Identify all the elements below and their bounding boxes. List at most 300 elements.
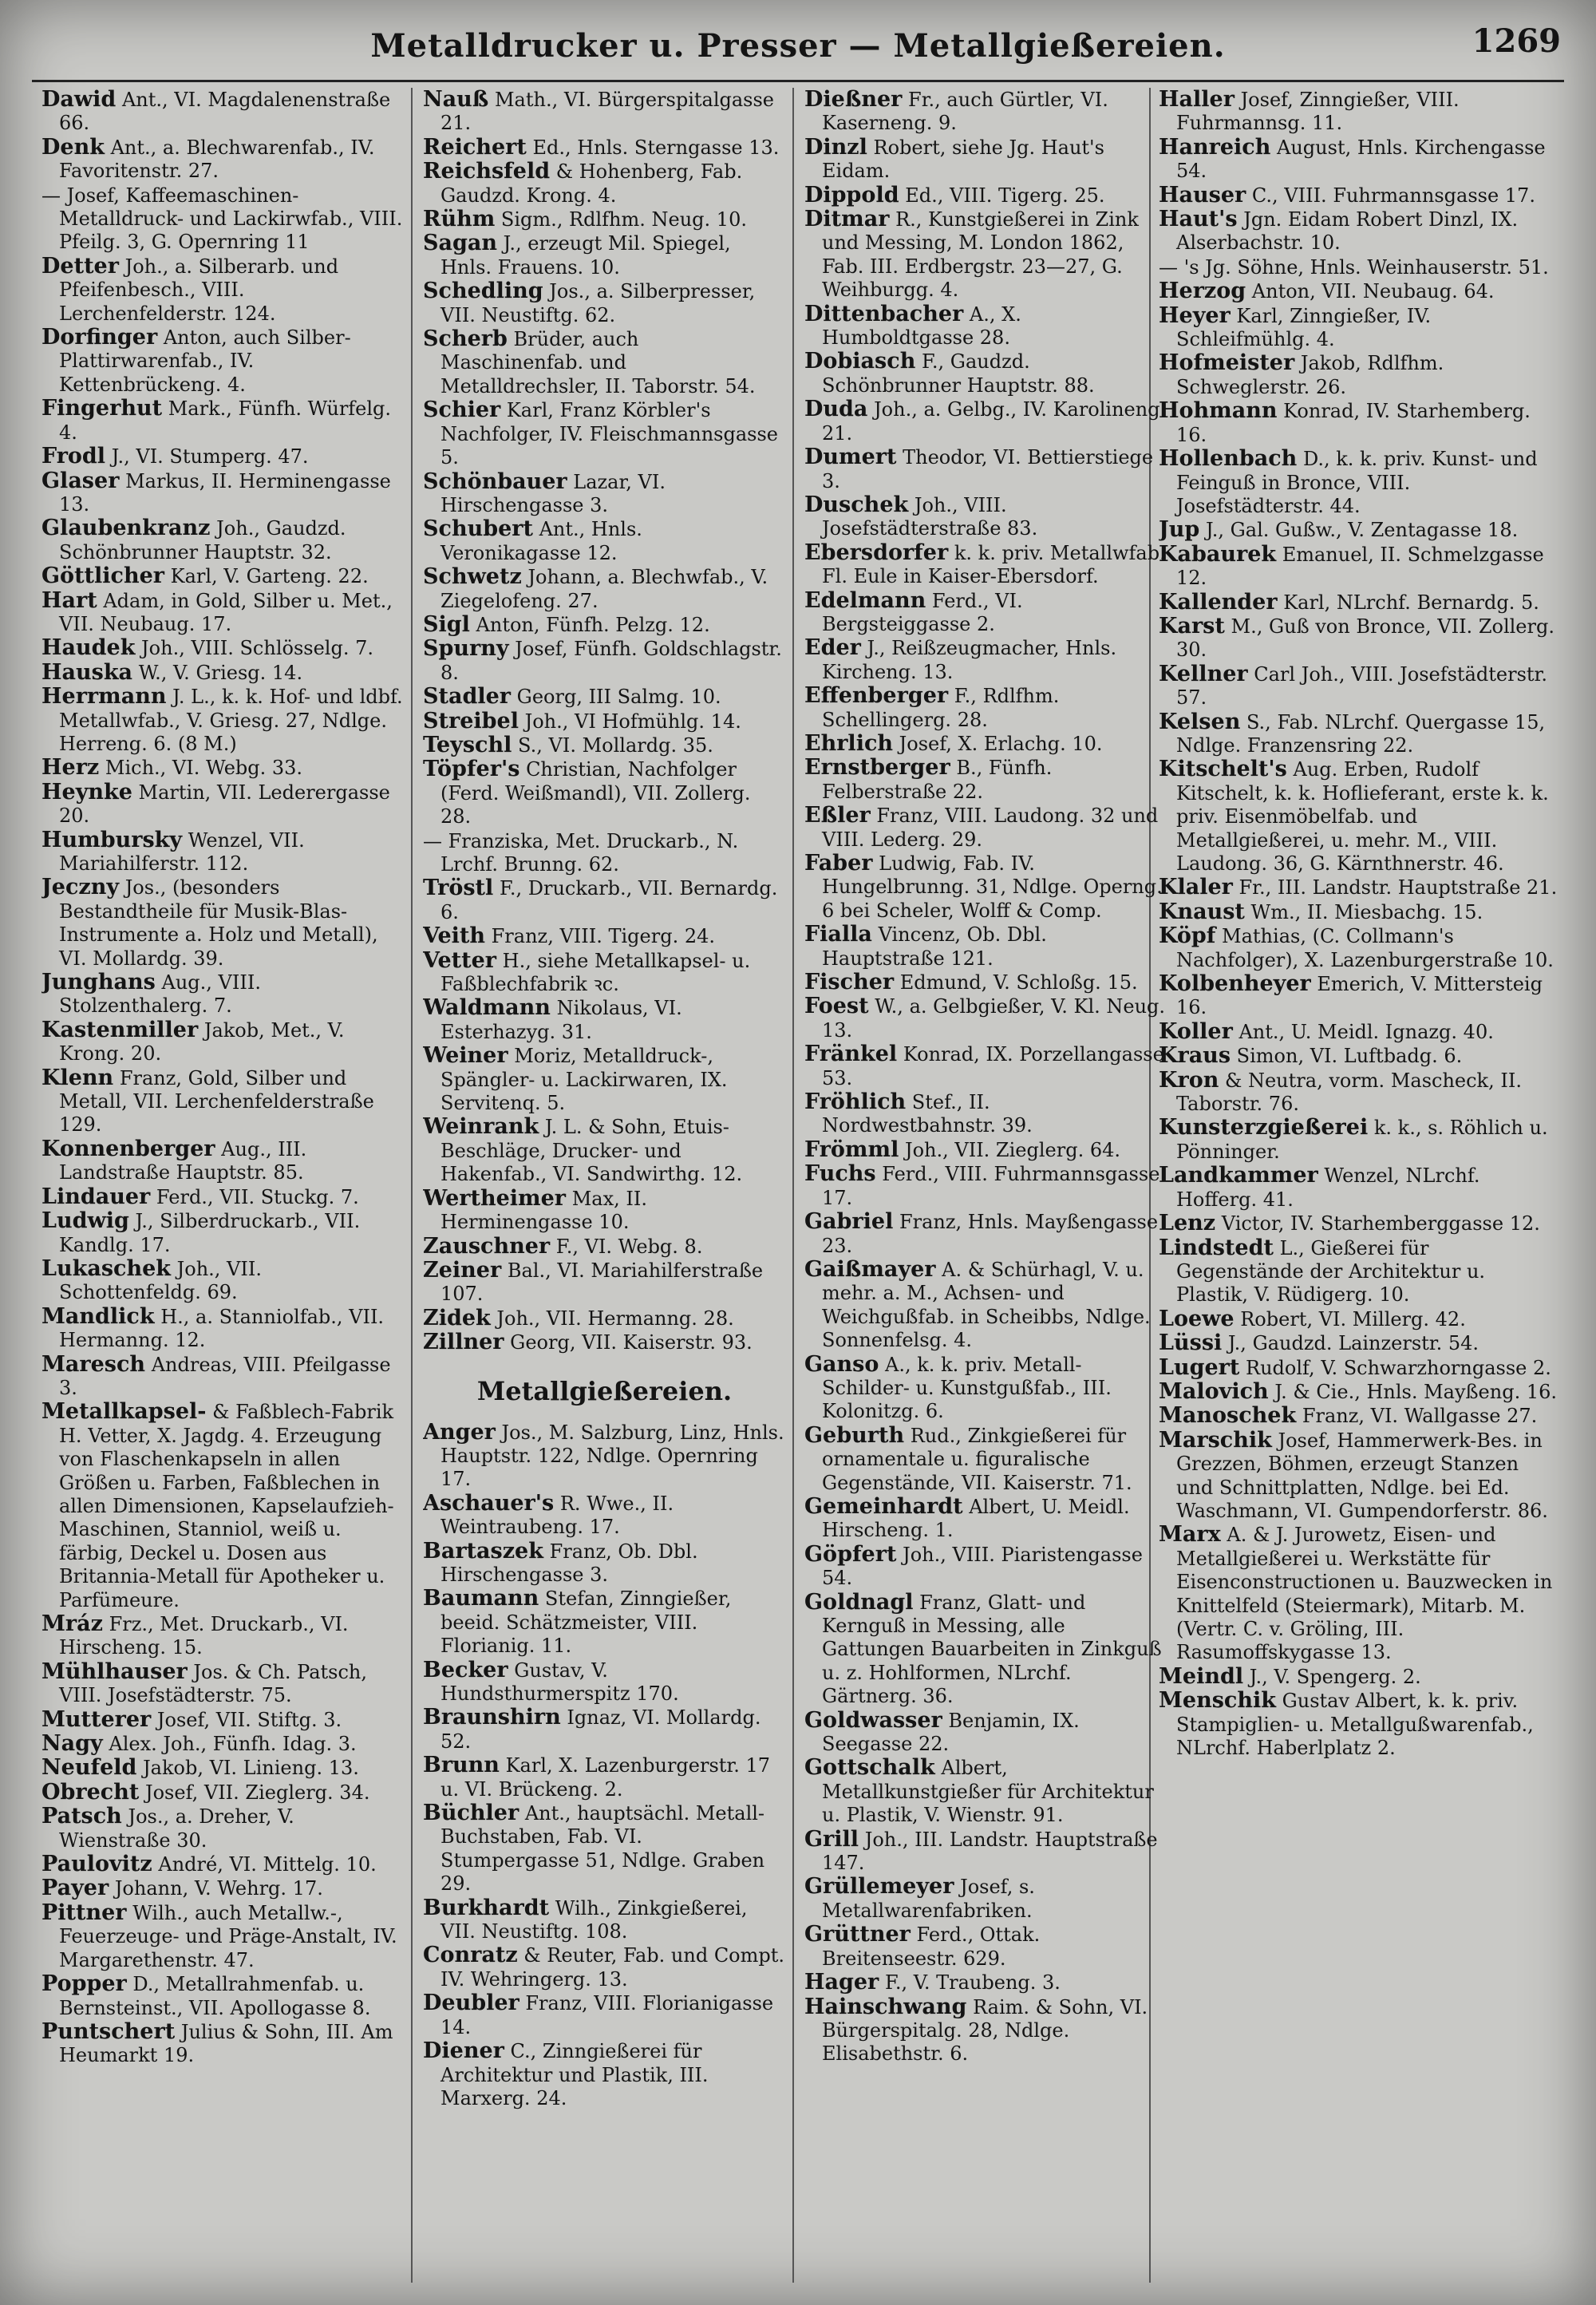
- entry-name: Reichsfeld: [423, 159, 551, 184]
- directory-entry: [41, 589, 405, 637]
- entry-details: Nikolaus, VI. Esterhazyg. 31.: [440, 997, 682, 1043]
- directory-entry: [804, 804, 1167, 852]
- directory-entry: [1159, 876, 1558, 899]
- entry-details: Robert, VI. Millerg. 42.: [1240, 1307, 1466, 1330]
- entry-name: Fränkel: [804, 1042, 898, 1067]
- entry-details: Victor, IV. Starhemberggasse 12.: [1221, 1212, 1540, 1236]
- directory-entry: [804, 1138, 1167, 1162]
- directory-entry: [804, 684, 1167, 732]
- entry-details: Josef, Zinngießer, VIII. Fuhrmannsg. 11.: [1176, 89, 1460, 135]
- directory-entry: [804, 302, 1167, 350]
- entry-details: H., a. Stanniolfab., VII. Hermanng. 12.: [59, 1305, 385, 1352]
- entry-details: Karl, Zinngießer, IV. Schleifmühlg. 4.: [1176, 304, 1432, 351]
- entry-details: L., Gießerei für Gegenstände der Architektur u. Plastik, V. Rüdigerg. 10.: [1176, 1236, 1486, 1307]
- directory-entry: [423, 1187, 786, 1235]
- directory-entry: [41, 756, 405, 780]
- entry-name: Hanreich: [1159, 134, 1271, 160]
- entry-name: Sagan: [423, 231, 497, 256]
- entry-details: Jakob, VI. Linieng. 13.: [143, 1757, 359, 1780]
- directory-entry: [41, 1901, 405, 1972]
- entry-details: Mark., Fünfh. Würfelg. 4.: [59, 397, 392, 444]
- directory-entry: [423, 1659, 786, 1706]
- entry-name: Streibel: [423, 708, 519, 733]
- entry-name: Herrmann: [41, 684, 167, 710]
- entry-details: Gustav Albert, k. k. priv. Stampiglien- u. Metallgußwarenfab., NLrchf. Haberlplatz 2.: [1176, 1690, 1534, 1760]
- directory-entry: [423, 160, 786, 208]
- entry-details: Joh., III. Landstr. Hauptstraße 147.: [822, 1828, 1158, 1875]
- entry-name: Maresch: [41, 1351, 146, 1377]
- entry-details: Franz, Gold, Silber und Metall, VII. Lerchenfelderstraße 129.: [59, 1066, 374, 1137]
- entry-name: Weinrank: [423, 1114, 539, 1140]
- directory-entry: [423, 1235, 786, 1259]
- directory-entry: [41, 1876, 405, 1900]
- directory-entry: [423, 949, 786, 997]
- entry-name: Zeiner: [423, 1257, 502, 1283]
- directory-entry: [1159, 1236, 1558, 1307]
- entry-details: Vincenz, Ob. Dbl. Hauptstraße 121.: [822, 923, 1047, 970]
- entry-details: Wenzel, VII. Mariahilferstr. 112.: [59, 828, 305, 875]
- entry-name: Dießner: [804, 88, 903, 112]
- entry-details: Ed., VIII. Tigerg. 25.: [905, 184, 1105, 207]
- entry-details: Aug., III. Landstraße Hauptstr. 85.: [59, 1137, 307, 1184]
- entry-details: Gustav, V. Hundsthurmerspitz 170.: [440, 1659, 679, 1705]
- directory-entry: [423, 565, 786, 613]
- entry-details: Aug., VIII. Stolzenthalerg. 7.: [59, 971, 261, 1018]
- entry-name: Teyschl: [423, 732, 512, 757]
- entry-details: Joh., VIII. Piaristengasse 54.: [822, 1543, 1143, 1590]
- entry-details: Joh., Gaudzd. Schönbrunner Hauptstr. 32.: [59, 517, 346, 563]
- directory-entry: [804, 756, 1167, 804]
- directory-entry: [41, 255, 405, 326]
- directory-entry: [423, 1943, 786, 1991]
- directory-entry: [41, 1660, 405, 1708]
- entry-details: Konrad, IV. Starhemberg. 16.: [1176, 400, 1531, 446]
- directory-entry: [1159, 710, 1558, 758]
- entry-details: D., Metallrahmenfab. u. Bernsteinst., VII. Apollogasse 8.: [59, 1973, 371, 2019]
- entry-name: Glaubenkranz: [41, 516, 211, 541]
- column-divider: [792, 88, 794, 2283]
- entry-name: Hauska: [41, 659, 133, 685]
- entry-name: Obrecht: [41, 1779, 140, 1805]
- entry-name: Kolbenheyer: [1159, 971, 1311, 997]
- directory-entry: [804, 1210, 1167, 1258]
- directory-entry: [804, 1828, 1167, 1876]
- directory-entry: [804, 1875, 1167, 1923]
- entry-details: Joh., VIII. Josefstädterstraße 83.: [822, 493, 1038, 540]
- directory-entry: [1159, 1356, 1558, 1380]
- directory-entry: [423, 1330, 786, 1354]
- entry-name: Jeczny: [41, 875, 120, 900]
- entry-name: Stadler: [423, 684, 512, 710]
- column-1: [41, 88, 405, 2291]
- directory-entry: [41, 1066, 405, 1137]
- entry-details: Rudolf, V. Schwarzhorngasse 2.: [1246, 1356, 1551, 1379]
- entry-name: Kabaurek: [1159, 541, 1277, 567]
- entry-details: Ferd., VIII. Fuhrmannsgasse 17.: [822, 1163, 1160, 1209]
- entry-name: Hauser: [1159, 182, 1246, 208]
- entry-name: Neufeld: [41, 1755, 137, 1781]
- directory-entry: [423, 470, 786, 518]
- entry-name: Mráz: [41, 1611, 103, 1636]
- entry-details: Franz, Hnls. Mayßengasse 23.: [822, 1211, 1159, 1257]
- entry-name: Mühlhauser: [41, 1659, 188, 1684]
- entry-details: Joh., VI Hofmühlg. 14.: [524, 710, 741, 733]
- entry-name: Puntschert: [41, 2018, 176, 2044]
- directory-entry: [804, 184, 1167, 208]
- entry-name: Nauß: [423, 88, 489, 112]
- directory-entry: [41, 516, 405, 564]
- entry-name: Goldnagl: [804, 1589, 914, 1615]
- entry-details: & Faßblech-Fabrik H. Vetter, X. Jagdg. 4. Erzeugung von Flaschenkapseln in allen Größen u. Farben, Faßblechen in allen Dimensionen, Kapselaufzieh-Maschinen, Stanniol, weiß u. färbig, Deckel u. Dosen aus Britannia-Metall für Apotheker u. Parfümeure.: [59, 1401, 394, 1611]
- directory-entry: [804, 541, 1167, 589]
- entry-name: Göpfert: [804, 1541, 897, 1567]
- directory-entry: [41, 1185, 405, 1209]
- entry-details: Christian, Nachfolger (Ferd. Weißmandl), VII. Zollerg. 28.: [440, 758, 751, 828]
- entry-name: Edelmann: [804, 587, 926, 613]
- entry-details: F., Druckarb., VII. Bernardg. 6.: [440, 877, 778, 923]
- directory-entry: [1159, 351, 1558, 399]
- entry-name: Klenn: [41, 1065, 114, 1090]
- entry-details: W., V. Griesg. 14.: [138, 661, 303, 684]
- entry-name: Kallender: [1159, 589, 1278, 615]
- entry-details: J., Silberdruckarb., VII. Kandlg. 17.: [59, 1210, 361, 1256]
- directory-entry: [423, 279, 786, 327]
- entry-details: Franz, Ob. Dbl. Hirschengasse 3.: [440, 1540, 698, 1586]
- directory-entry: [41, 1972, 405, 2020]
- entry-details: Frz., Met. Druckarb., VI. Hirscheng. 15.: [59, 1613, 349, 1659]
- entry-details: — 's Jg. Söhne, Hnls. Weinhauserstr. 51.: [1159, 255, 1549, 279]
- directory-entry: [423, 876, 786, 924]
- entry-name: Fischer: [804, 970, 895, 995]
- directory-entry: [423, 757, 786, 828]
- directory-entry: [423, 637, 786, 685]
- entry-name: Marx: [1159, 1522, 1221, 1548]
- directory-entry: [1159, 1044, 1558, 1068]
- entry-name: Reichert: [423, 134, 527, 160]
- entry-details: Carl Joh., VIII. Josefstädterstr. 57.: [1176, 662, 1547, 710]
- entry-name: Foest: [804, 994, 869, 1019]
- directory-entry: [804, 1995, 1167, 2066]
- directory-entry: [804, 1591, 1167, 1709]
- entry-details: Joh., VII. Zieglerg. 64.: [904, 1138, 1120, 1161]
- entry-details: Josef, VII. Zieglerg. 34.: [144, 1781, 370, 1804]
- entry-name: Dippold: [804, 182, 899, 208]
- entry-name: Lindauer: [41, 1184, 151, 1209]
- directory-entry: [1159, 615, 1558, 662]
- entry-details: Jos., a. Dreher, V. Wienstraße 30.: [59, 1805, 294, 1852]
- entry-name: Manoschek: [1159, 1403, 1297, 1429]
- entry-details: Georg, VII. Kaiserstr. 93.: [510, 1331, 753, 1354]
- entry-details: Martin, VII. Lederergasse 20.: [59, 781, 390, 828]
- entry-details: Fr., III. Landstr. Hauptstraße 21.: [1238, 876, 1558, 899]
- directory-entry: [804, 493, 1167, 541]
- entry-name: Nagy: [41, 1731, 103, 1757]
- directory-entry: [804, 1495, 1167, 1543]
- entry-name: Schubert: [423, 516, 533, 542]
- entry-details: Stef., II. Nordwestbahnstr. 39.: [822, 1091, 1033, 1137]
- entry-name: Töpfer's: [423, 757, 520, 782]
- entry-name: Schier: [423, 397, 501, 423]
- entry-name: Fuchs: [804, 1161, 876, 1187]
- entry-details: Josef, s. Metallwarenfabriken.: [822, 1876, 1035, 1922]
- entry-details: — Franziska, Met. Druckarb., N. Lrchf. Brunng. 62.: [423, 829, 739, 876]
- entry-details: Math., VI. Bürgerspitalgasse 21.: [440, 89, 775, 135]
- directory-entry: [423, 88, 786, 136]
- entry-details: Wilh., Zinkgießerei, VII. Neustiftg. 108.: [440, 1896, 748, 1943]
- directory-entry: [804, 1424, 1167, 1495]
- directory-entry: [1159, 900, 1558, 924]
- entry-name: Weiner: [423, 1043, 508, 1069]
- entry-details: Johann, V. Wehrg. 17.: [114, 1877, 323, 1900]
- entry-details: M., Guß von Bronce, VII. Zollerg. 30.: [1176, 615, 1555, 662]
- directory-entry: [804, 923, 1167, 971]
- entry-name: Kron: [1159, 1067, 1219, 1093]
- entry-name: Meindl: [1159, 1663, 1244, 1689]
- entry-name: Waldmann: [423, 995, 551, 1021]
- directory-entry: [804, 1353, 1167, 1424]
- directory-entry: [804, 589, 1167, 637]
- entry-name: Veith: [423, 923, 486, 949]
- entry-details: Joh., VIII. Schlösselg. 7.: [141, 637, 373, 660]
- entry-details: Bal., VI. Mariahilferstraße 107.: [440, 1259, 764, 1306]
- entry-details: Brüder, auch Maschinenfab. und Metalldrechsler, II. Taborstr. 54.: [440, 328, 756, 397]
- entry-name: Klaler: [1159, 875, 1233, 900]
- directory-entry: [423, 517, 786, 565]
- entry-name: Scherb: [423, 326, 508, 352]
- directory-entry: [41, 469, 405, 517]
- entry-name: Effenberger: [804, 683, 949, 709]
- entry-name: Herzog: [1159, 279, 1246, 304]
- directory-entry: [41, 1852, 405, 1876]
- entry-details: Theodor, VI. Bettierstiege 3.: [822, 446, 1154, 492]
- entry-name: Marschik: [1159, 1427, 1272, 1453]
- entry-details: Max, II. Herminengasse 10.: [440, 1187, 647, 1234]
- entry-details: Karl, V. Garteng. 22.: [170, 565, 369, 588]
- entry-name: Faber: [804, 851, 873, 876]
- directory-entry: [41, 661, 405, 685]
- directory-entry: [1159, 1116, 1558, 1164]
- entry-name: Goldwasser: [804, 1707, 942, 1733]
- directory-entry: [41, 1708, 405, 1732]
- directory-entry: [1159, 757, 1558, 876]
- column-2: [423, 88, 786, 2291]
- page-header: [32, 21, 1564, 77]
- entry-details: Benjamin, IX. Seegasse 22.: [822, 1709, 1080, 1756]
- entry-name: Tröstl: [423, 876, 494, 901]
- directory-entry: [1159, 1404, 1558, 1428]
- directory-entry: [423, 1991, 786, 2039]
- directory-entry: [804, 1971, 1167, 1995]
- entry-name: Hainschwang: [804, 1994, 967, 2019]
- directory-entry: [423, 1540, 786, 1587]
- entry-details: Andreas, VIII. Pfeilgasse 3.: [59, 1353, 391, 1399]
- entry-details: Josef, Fünfh. Goldschlagstr. 8.: [440, 638, 782, 684]
- entry-name: Dinzl: [804, 134, 867, 160]
- entry-name: Lugert: [1159, 1354, 1240, 1380]
- entry-details: Adam, in Gold, Silber u. Met., VII. Neubaug. 17.: [59, 589, 393, 635]
- entry-details: J. L., k. k. Hof- und ldbf. Metallwfab., V. Griesg. 27, Ndlge. Herreng. 6. (8 M.): [59, 686, 403, 755]
- directory-entry: [423, 710, 786, 733]
- directory-entry: [1159, 972, 1558, 1020]
- entry-name: Rühm: [423, 207, 496, 232]
- entry-name: Duda: [804, 397, 868, 422]
- directory-entry: [423, 829, 786, 877]
- directory-entry: [804, 971, 1167, 994]
- directory-entry: [41, 876, 405, 971]
- entry-name: Göttlicher: [41, 563, 164, 589]
- entry-details: Julius & Sohn, III. Am Heumarkt 19.: [59, 2020, 393, 2067]
- directory-entry: [1159, 136, 1558, 184]
- entry-details: Ant., hauptsächl. Metall-Buchstaben, Fab. VI. Stumpergasse 51, Ndlge. Graben 29.: [440, 1802, 765, 1896]
- entry-name: Braunshirn: [423, 1705, 561, 1730]
- entry-details: Ant., a. Blechwarenfab., IV. Favoritenstr. 27.: [59, 136, 375, 183]
- entry-details: J., Gaudzd. Lainzerstr. 54.: [1227, 1332, 1479, 1355]
- entry-details: Joh., a. Gelbg., IV. Karolineng. 21.: [822, 398, 1167, 445]
- entry-name: Lindstedt: [1159, 1235, 1274, 1260]
- directory-entry: [423, 327, 786, 398]
- entry-name: Zauschner: [423, 1233, 551, 1259]
- entry-name: Paulovitz: [41, 1852, 152, 1877]
- entry-name: Herz: [41, 755, 100, 781]
- entry-name: Mutterer: [41, 1706, 152, 1732]
- entry-details: Jos. & Ch. Patsch, VIII. Josefstädterstr. 75.: [59, 1660, 367, 1707]
- directory-entry: [423, 685, 786, 709]
- entry-name: Frodl: [41, 444, 106, 469]
- directory-entry: [423, 136, 786, 160]
- entry-details: R., Kunstgießerei in Zink und Messing, M. London 1862, Fab. III. Erdbergstr. 23—27, G. Weihburgg. 4.: [822, 208, 1139, 302]
- entry-details: Jakob, Rdlfhm. Schweglerstr. 26.: [1176, 352, 1444, 398]
- entry-details: D., k. k. priv. Kunst- und Feinguß in Bronce, VIII. Josefstädterstr. 44.: [1176, 448, 1538, 517]
- entry-details: k. k. priv. Metallwfab. Fl. Eule in Kaiser-Ebersdorf.: [822, 541, 1166, 588]
- entry-name: Grüllemeyer: [804, 1874, 954, 1900]
- entry-name: Wertheimer: [423, 1185, 567, 1211]
- entry-name: Kraus: [1159, 1043, 1231, 1069]
- directory-entry: [1159, 399, 1558, 447]
- directory-entry: [423, 996, 786, 1044]
- entry-name: Kastenmiller: [41, 1017, 199, 1042]
- entry-details: Konrad, IX. Porzellangasse 53.: [822, 1043, 1164, 1089]
- directory-entry: [1159, 662, 1558, 710]
- directory-entry: [1159, 1212, 1558, 1236]
- entry-name: Duschek: [804, 492, 909, 517]
- entry-details: J., Gal. Gußw., V. Zentagasse 18.: [1205, 519, 1519, 542]
- entry-details: A., X. Humboldtgasse 28.: [822, 302, 1021, 350]
- entry-name: Hohmann: [1159, 398, 1278, 424]
- entry-name: Humbursky: [41, 827, 183, 852]
- directory-entry: [41, 1353, 405, 1401]
- directory-entry: [41, 781, 405, 828]
- entry-name: Haller: [1159, 88, 1235, 112]
- entry-details: Stefan, Zinngießer, beeid. Schätzmeister, VIII. Florianig. 11.: [440, 1587, 732, 1658]
- entry-details: J. & Cie., Hnls. Mayßeng. 16.: [1274, 1380, 1558, 1403]
- entry-details: J., V. Spengerg. 2.: [1249, 1665, 1421, 1688]
- entry-name: Jup: [1159, 517, 1200, 543]
- directory-entry: [1159, 279, 1558, 303]
- entry-details: Josef, X. Erlachg. 10.: [899, 732, 1103, 755]
- entry-details: Ed., Hnls. Sterngasse 13.: [532, 136, 780, 159]
- directory-entry: [41, 1018, 405, 1066]
- entry-details: J., Reißzeugmacher, Hnls. Kircheng. 13.: [822, 637, 1117, 683]
- column-4: [1159, 88, 1558, 2291]
- entry-details: Karl, Franz Körbler's Nachfolger, IV. Fleischmannsgasse 5.: [440, 399, 778, 469]
- directory-entry: [41, 685, 405, 756]
- entry-details: Robert, siehe Jg. Haut's Eidam.: [822, 136, 1104, 183]
- directory-entry: [41, 636, 405, 660]
- entry-name: Hollenbach: [1159, 446, 1298, 472]
- entry-details: Jos., (besonders Bestandtheile für Musik-Blas-Instrumente a. Holz und Metall), VI. Mollardg. 39.: [59, 876, 378, 970]
- entry-details: & Neutra, vorm. Mascheck, II. Taborstr. 76.: [1176, 1069, 1522, 1116]
- entry-details: A. & Schürhagl, V. u. mehr. a. M., Achsen- und Weichgußfab. in Scheibbs, Ndlge. Sonnenfelsg. 4.: [822, 1258, 1151, 1352]
- entry-name: Spurny: [423, 636, 509, 662]
- header-rule: [32, 80, 1564, 82]
- entry-name: Aschauer's: [423, 1490, 555, 1516]
- entry-details: C., Zinngießerei für Architektur und Plastik, III. Marxerg. 24.: [440, 2040, 709, 2109]
- directory-entry: [423, 924, 786, 948]
- directory-entry: [804, 994, 1167, 1042]
- entry-details: F., Gaudzd. Schönbrunner Hauptstr. 88.: [822, 350, 1095, 397]
- entry-name: Ludwig: [41, 1208, 129, 1234]
- entry-details: H., siehe Metallkapsel- u. Faßblechfabrik ꝛc.: [440, 949, 751, 996]
- entry-name: Lüssi: [1159, 1330, 1223, 1356]
- directory-entry: [41, 2020, 405, 2068]
- entry-details: S., Fab. NLrchf. Quergasse 15, Ndlge. Franzensring 22.: [1176, 710, 1546, 757]
- directory-entry: [423, 2039, 786, 2110]
- entry-details: Joh., a. Silberarb. und Pfeifenbesch., VIII. Lerchenfelderstr. 124.: [59, 255, 339, 325]
- entry-name: Gaißmayer: [804, 1256, 936, 1282]
- directory-entry: [804, 1042, 1167, 1090]
- page-title: Metalldrucker u. Presser — Metallgießereien.: [370, 27, 1226, 65]
- directory-entry: [423, 613, 786, 637]
- entry-details: Ant., U. Meidl. Ignazg. 40.: [1238, 1020, 1494, 1043]
- directory-entry: [41, 1612, 405, 1660]
- entry-details: Ludwig, Fab. IV. Hungelbrunng. 31, Ndlge. Operng. 6 bei Scheler, Wolff & Comp.: [822, 852, 1163, 922]
- entry-name: Fröhlich: [804, 1089, 907, 1115]
- directory-entry: [804, 636, 1167, 684]
- entry-name: Pittner: [41, 1900, 127, 1925]
- entry-name: Eßler: [804, 803, 871, 828]
- entry-name: Schönbauer: [423, 469, 567, 494]
- entry-details: Sigm., Rdlfhm. Neug. 10.: [500, 208, 747, 231]
- directory-entry: [1159, 924, 1558, 972]
- directory-entry: [804, 1923, 1167, 1971]
- entry-details: Raim. & Sohn, VI. Bürgerspitalg. 28, Ndlge. Elisabethstr. 6.: [822, 1995, 1148, 2066]
- entry-name: Kelsen: [1159, 709, 1241, 734]
- entry-details: Ferd., VI. Bergsteiggasse 2.: [822, 589, 1023, 635]
- directory-entry: [41, 1257, 405, 1305]
- directory-entry: [423, 1587, 786, 1658]
- directory-entry: [423, 1706, 786, 1753]
- directory-entry: [423, 1753, 786, 1801]
- entry-name: Malovich: [1159, 1378, 1269, 1404]
- directory-entry: [804, 1543, 1167, 1591]
- entry-name: Hart: [41, 587, 97, 613]
- entry-details: A., k. k. priv. Metall-Schilder- u. Kunstgußfab., III. Kolonitzg. 6.: [822, 1353, 1112, 1423]
- entry-name: Kitschelt's: [1159, 757, 1287, 782]
- directory-entry: [423, 208, 786, 231]
- directory-entry: [41, 564, 405, 588]
- entry-details: Jgn. Eidam Robert Dinzl, IX. Alserbachstr. 10.: [1176, 208, 1519, 255]
- directory-entry: [1159, 255, 1558, 279]
- entry-name: Knaust: [1159, 899, 1245, 924]
- directory-entry: [1159, 1069, 1558, 1117]
- entry-name: Sigl: [423, 611, 470, 637]
- entry-name: Metallkapsel-: [41, 1399, 207, 1425]
- directory-entry: [1159, 1164, 1558, 1212]
- entry-name: Deubler: [423, 1991, 519, 2016]
- entry-details: Johann, a. Blechwfab., V. Ziegelofeng. 27.: [440, 566, 768, 612]
- entry-details: Wm., II. Miesbachg. 15.: [1250, 900, 1483, 923]
- entry-details: Joh., VII. Schottenfeldg. 69.: [59, 1257, 262, 1304]
